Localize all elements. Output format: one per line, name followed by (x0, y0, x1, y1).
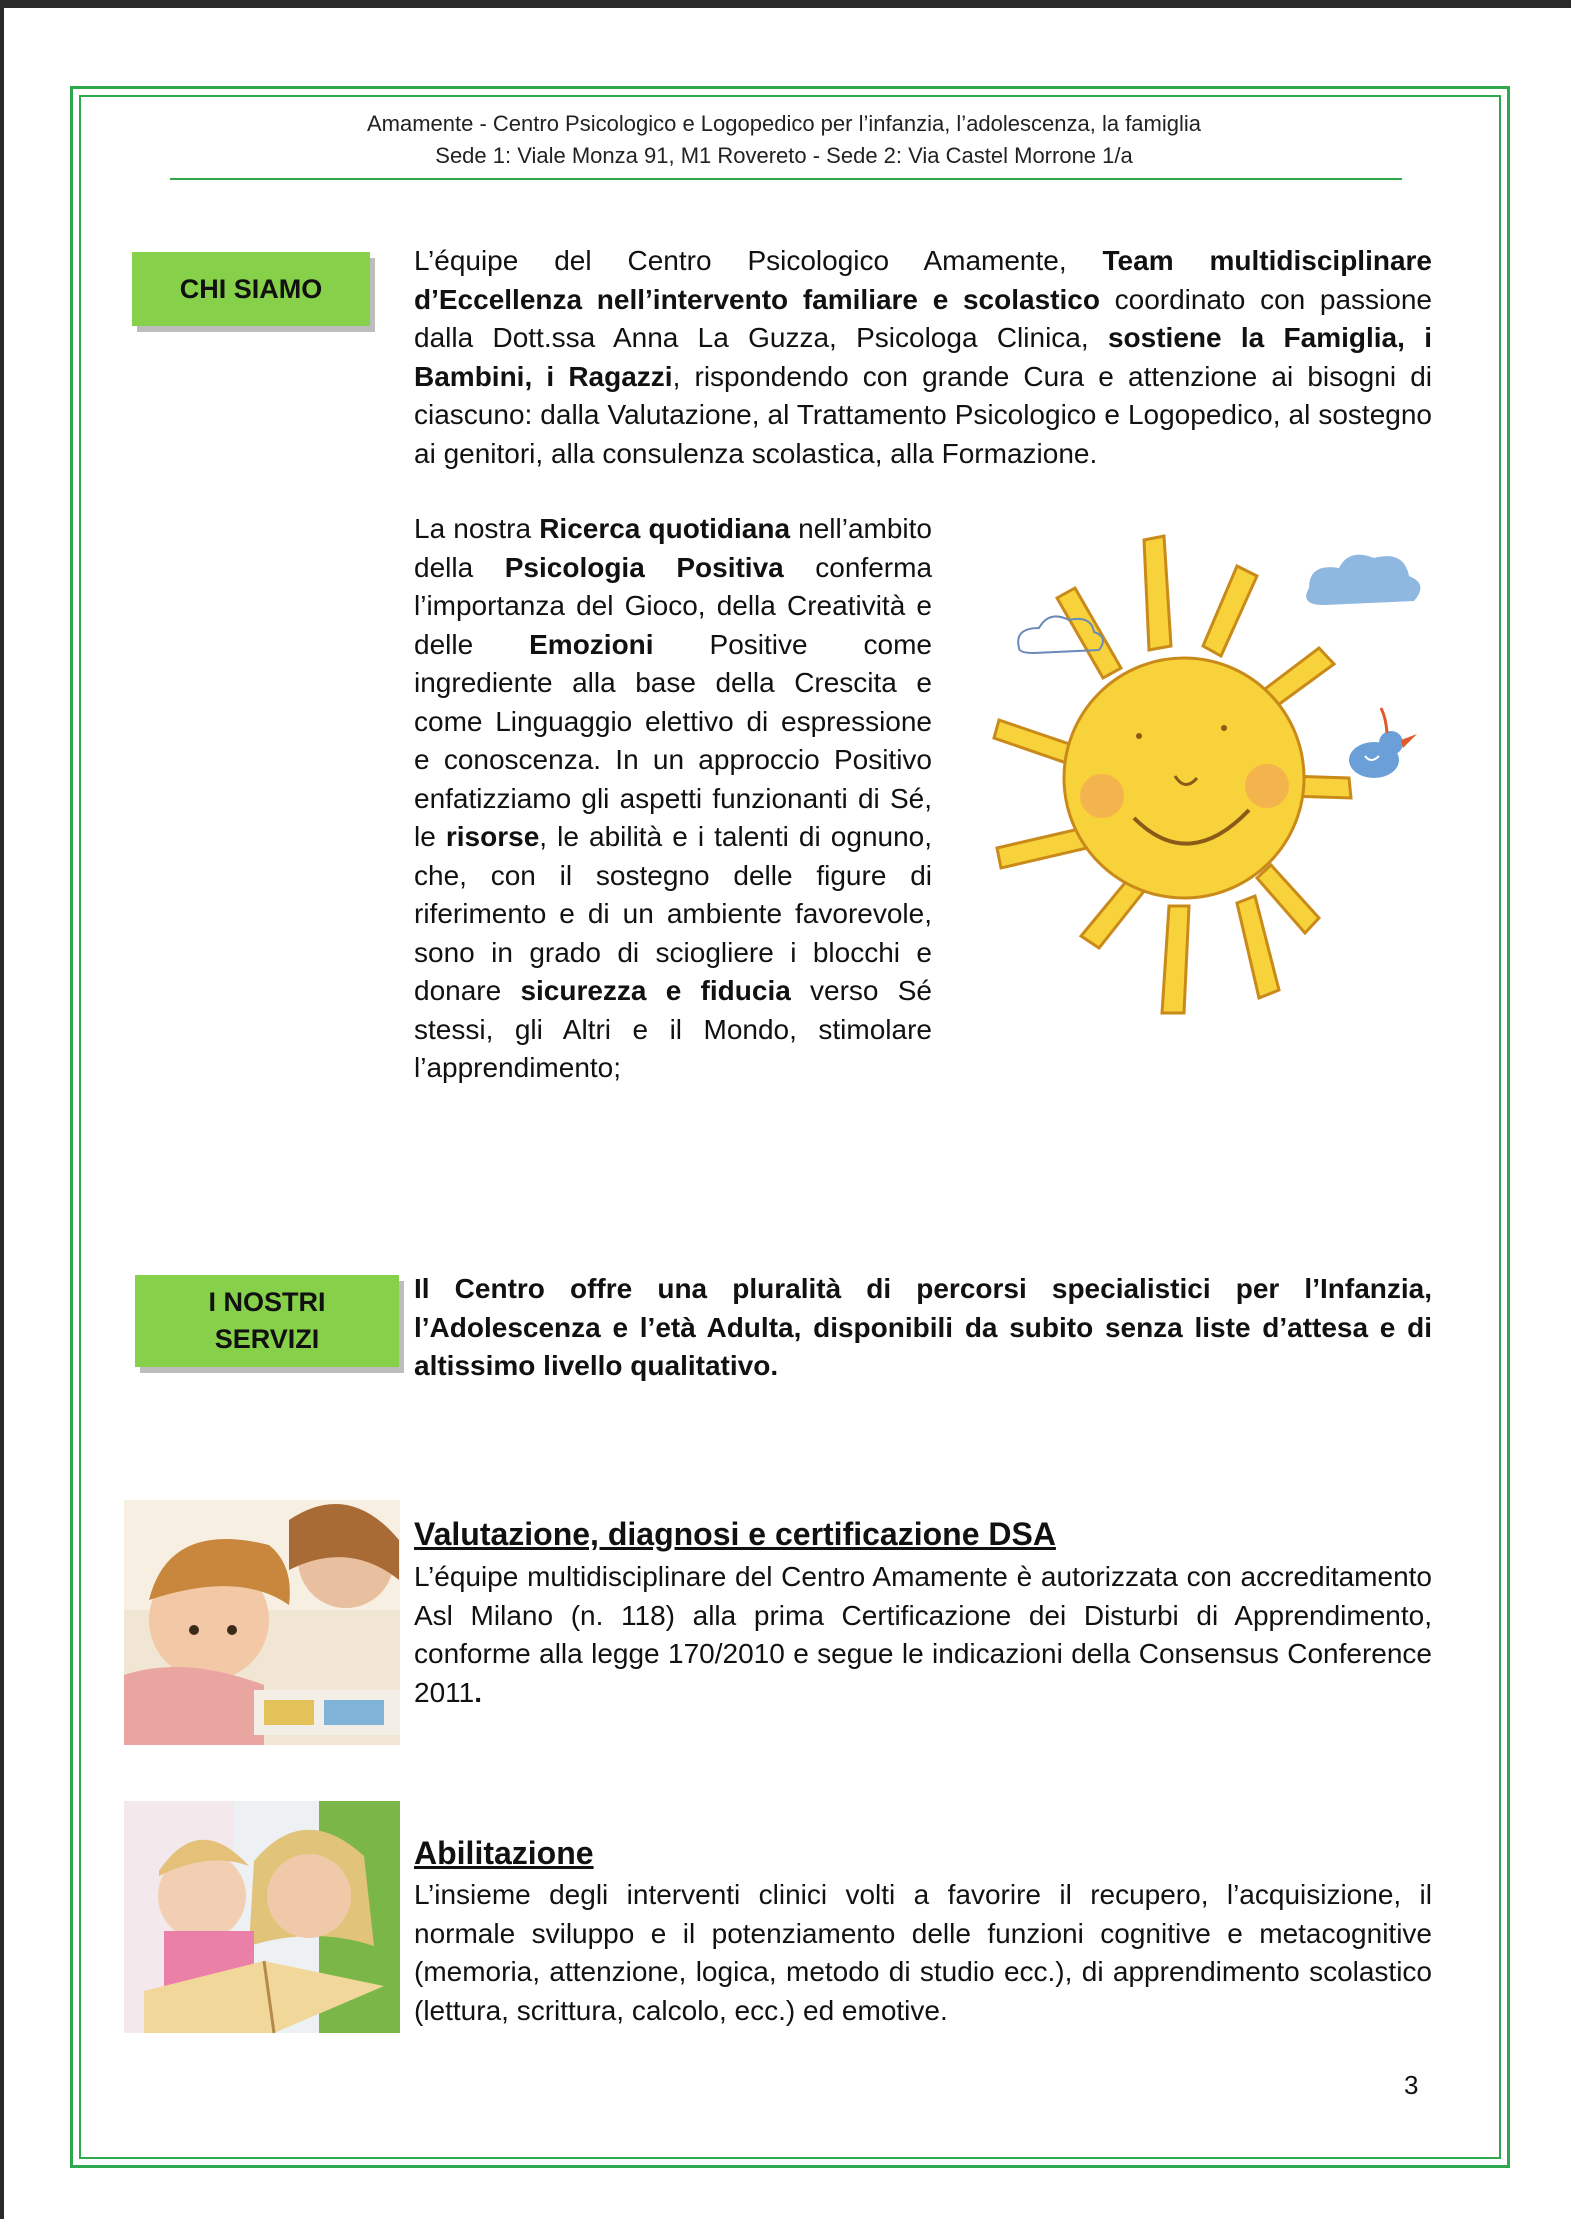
service-title-abilitazione: Abilitazione (414, 1835, 594, 1871)
sun-eye-left (1136, 733, 1142, 739)
bold-run: sicurezza e fiducia (520, 975, 791, 1006)
page-header (164, 108, 1404, 172)
service-title-dsa: Valutazione, diagnosi e certificazione DSA (414, 1516, 1056, 1552)
bird-icon (1349, 708, 1417, 778)
text-run: La nostra (414, 513, 540, 544)
bold-run: Team multidisciplinare d’Eccellenza nell’intervento familiare e scolastico (414, 245, 1433, 315)
text-run: verso Sé stessi, gli Altri e il Mondo, stimolare l’apprendimento; (414, 975, 932, 1083)
research-paragraph (414, 510, 932, 1088)
sun-illustration (989, 528, 1429, 1028)
text-run: L’équipe del Centro Psicologico Amamente, (414, 245, 1103, 276)
servizi-intro: Il Centro offre una pluralità di percorsi specialistici per l’Infanzia, l’Adolescenza e l’età Adulta, disponibili da subito senza liste d’attesa e di altissimo livello qualitativo. (414, 1273, 1432, 1381)
bold-run: Emozioni (529, 628, 654, 660)
text-run: , le abilità e i talenti di ognuno, che, con il sostegno delle figure di riferimento e di un ambiente favorevole, sono in grado di sciogliere i blocchi e donare (414, 821, 933, 1006)
intro-paragraph (414, 242, 1432, 473)
bold-run: sostiene la Famiglia, i Bambini, i Ragazzi (414, 322, 1433, 392)
sun-cheek-left (1080, 774, 1124, 818)
text-run: nell’ambito della (414, 513, 932, 583)
bold-run: . (474, 1676, 482, 1708)
bold-run: Psicologia Positiva (504, 551, 784, 583)
page-number: 3 (1404, 2070, 1419, 2100)
text-run: , rispondendo con grande Cura e attenzione ai bisogni di ciascuno: dalla Valutazione, al Trattamento Psicologico e Logopedico, al sostegno ai genitori, alla consulenza scolastica, alla Formazione. (414, 360, 1432, 469)
text-run: Positive come ingrediente alla base della Crescita e come Linguaggio elettivo di espressione e conoscenza. In un approccio Positivo enfatizziamo gli aspetti funzionanti di Sé, le (414, 628, 933, 852)
section-label-chi-siamo (132, 252, 370, 326)
text-run: L’équipe multidisciplinare del Centro Amamente è autorizzata con accreditamento Asl Milano (n. 118) alla prima Certificazione dei Disturbi di Apprendimento, conforme alla legge 170/2010 e segue le indicazioni della Consensus Conference 2011 (414, 1561, 1432, 1708)
text-run: coordinato con passione dalla Dott.ssa Anna La Guzza, Psicologa Clinica, (414, 283, 1432, 353)
bold-run: risorse (445, 821, 540, 852)
section-label-line: SERVIZI (214, 1324, 320, 1354)
service-text-dsa (414, 1558, 1432, 1712)
header-title: Amamente - Centro Psicologico e Logopedico per l’infanzia, l’adolescenza, la famiglia (366, 111, 1201, 136)
sun-eye-right (1221, 725, 1227, 731)
header-divider (170, 178, 1402, 180)
photo-child-reading (124, 1500, 400, 1745)
service-text-abilitazione: L’insieme degli interventi clinici volti a favorire il recupero, l’acquisizione, il normale sviluppo e il potenziamento delle funzioni cognitive e metacognitive (memoria, attenzione, logica, metodo di studio ecc.), di apprendimento scolastico (lettura, scrittura, calcolo, ecc.) ed emotive. (414, 1879, 1432, 2026)
sun-cheek-right (1245, 764, 1289, 808)
photo-mother-child-reading (124, 1801, 400, 2033)
bold-run: Ricerca quotidiana (539, 513, 791, 544)
header-addresses: Sede 1: Viale Monza 91, M1 Rovereto - Sede 2: Via Castel Morrone 1/a (435, 143, 1133, 168)
section-label-line: I NOSTRI (208, 1287, 326, 1317)
section-label-servizi (135, 1275, 399, 1367)
cloud-blue-icon (1306, 555, 1420, 605)
text-run: conferma l’importanza del Gioco, della Creatività e delle (414, 551, 933, 660)
section-label-text: CHI SIAMO (179, 273, 323, 304)
